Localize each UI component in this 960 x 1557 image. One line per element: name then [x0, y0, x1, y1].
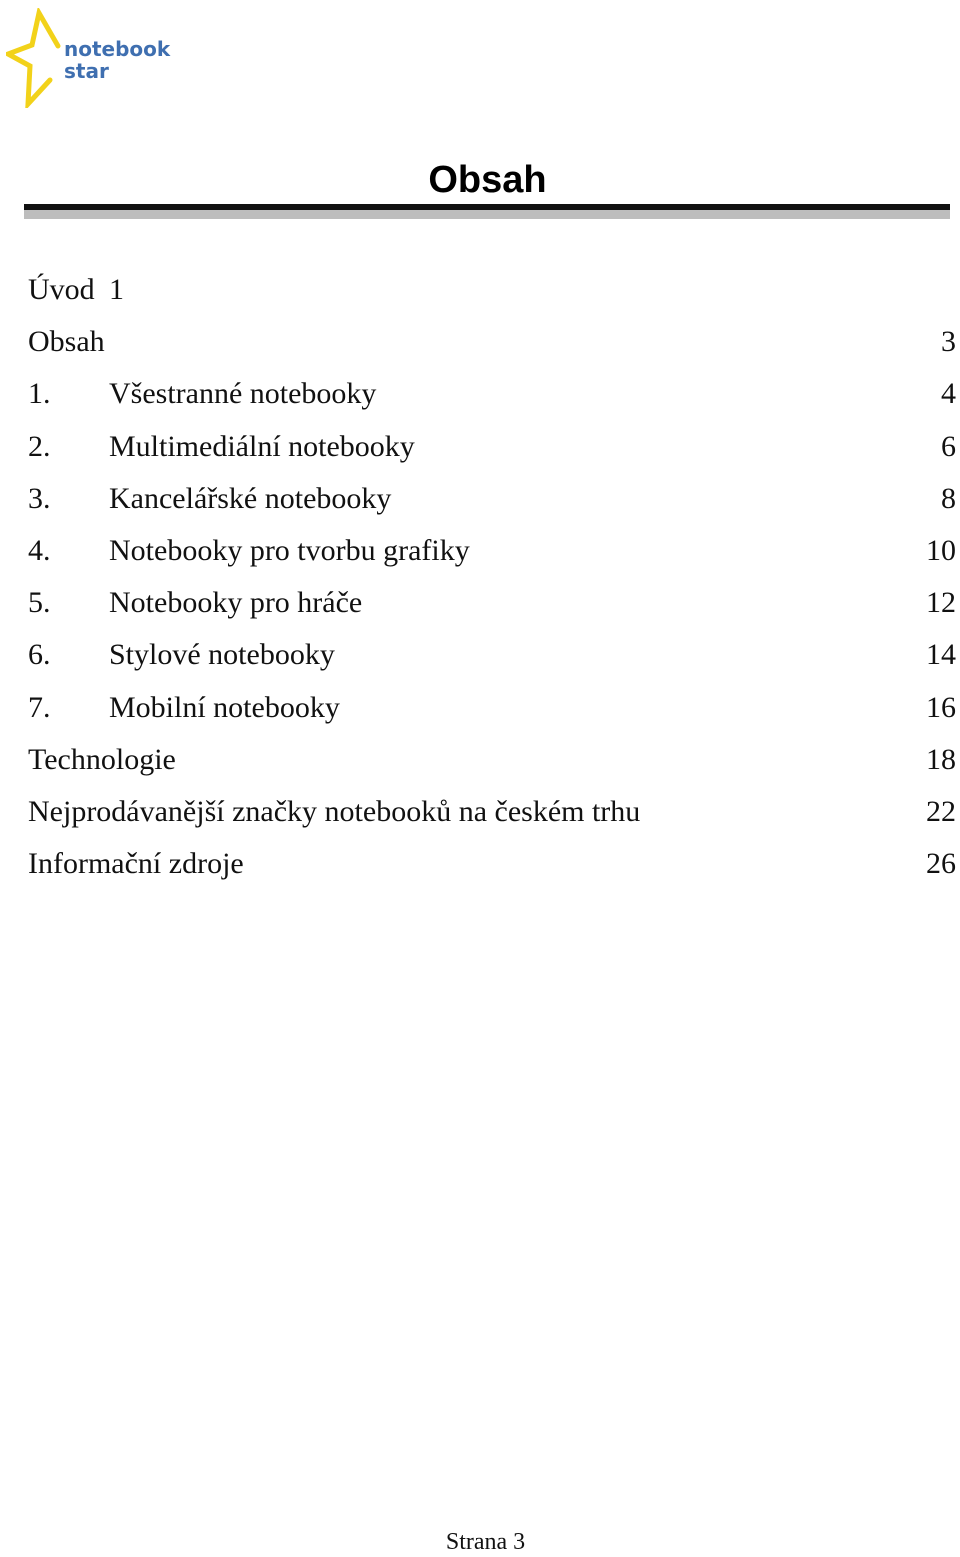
toc-entry-label: Úvod — [28, 273, 95, 306]
toc-entry-label: Kancelářské notebooky — [109, 481, 392, 515]
toc-entry[interactable] — [28, 421, 956, 473]
toc-entry-page: 18 — [926, 742, 956, 776]
toc-entry[interactable] — [28, 368, 956, 420]
toc-entry-label: Notebooky pro tvorbu grafiky — [109, 533, 470, 567]
table-of-contents — [28, 264, 956, 890]
toc-entry-page: 12 — [926, 586, 956, 620]
toc-entry-page: 6 — [941, 429, 956, 463]
toc-entry-page: 26 — [926, 847, 956, 881]
toc-entry[interactable] — [28, 473, 956, 525]
logo-wordmark — [64, 38, 170, 82]
toc-entry-label: Notebooky pro hráče — [109, 586, 363, 620]
toc-entry-number: 6. — [28, 638, 51, 672]
toc-entry-number: 2. — [28, 429, 51, 463]
notebookstar-logo — [6, 8, 171, 108]
toc-entry-label: Multimediální notebooky — [109, 429, 415, 463]
toc-entry-number: 7. — [28, 690, 51, 724]
toc-entry-label: Stylové notebooky — [109, 638, 335, 672]
toc-entry[interactable] — [28, 786, 956, 838]
page-title: Obsah — [428, 159, 547, 201]
toc-entry[interactable] — [28, 316, 956, 368]
toc-entry[interactable] — [28, 682, 956, 734]
toc-entry-page: 1 — [109, 273, 124, 306]
logo-line2: star — [64, 59, 109, 83]
toc-entry-page: 16 — [926, 690, 956, 724]
toc-entry[interactable] — [28, 838, 956, 890]
toc-entry-label: Technologie — [28, 742, 176, 776]
toc-entry-number: 4. — [28, 533, 51, 567]
toc-entry-page: 10 — [926, 533, 956, 567]
toc-entry-number: 1. — [28, 377, 51, 411]
toc-entry[interactable] — [28, 734, 956, 786]
toc-entry-label: Mobilní notebooky — [109, 690, 340, 724]
toc-entry[interactable] — [28, 264, 956, 316]
title-rule-shadow — [24, 210, 950, 219]
toc-entry[interactable] — [28, 577, 956, 629]
page-footer: Strana 3 — [445, 1529, 526, 1555]
toc-entry-page: 3 — [941, 325, 956, 359]
toc-entry-number: 3. — [28, 481, 51, 515]
toc-entry-page: 14 — [926, 638, 956, 672]
toc-entry-page: 4 — [941, 377, 956, 411]
toc-entry-page: 8 — [941, 481, 956, 515]
toc-entry-label: Všestranné notebooky — [109, 377, 377, 411]
toc-entry[interactable] — [28, 525, 956, 577]
toc-entry-label: Informační zdroje — [28, 847, 244, 881]
toc-entry-label: Nejprodávanější značky notebooků na českém trhu — [28, 794, 641, 828]
toc-entry[interactable] — [28, 629, 956, 681]
toc-entry-page: 22 — [926, 794, 956, 828]
toc-entry-number: 5. — [28, 586, 51, 620]
toc-entry-label: Obsah — [28, 325, 105, 359]
logo-line1: notebook — [64, 37, 171, 61]
